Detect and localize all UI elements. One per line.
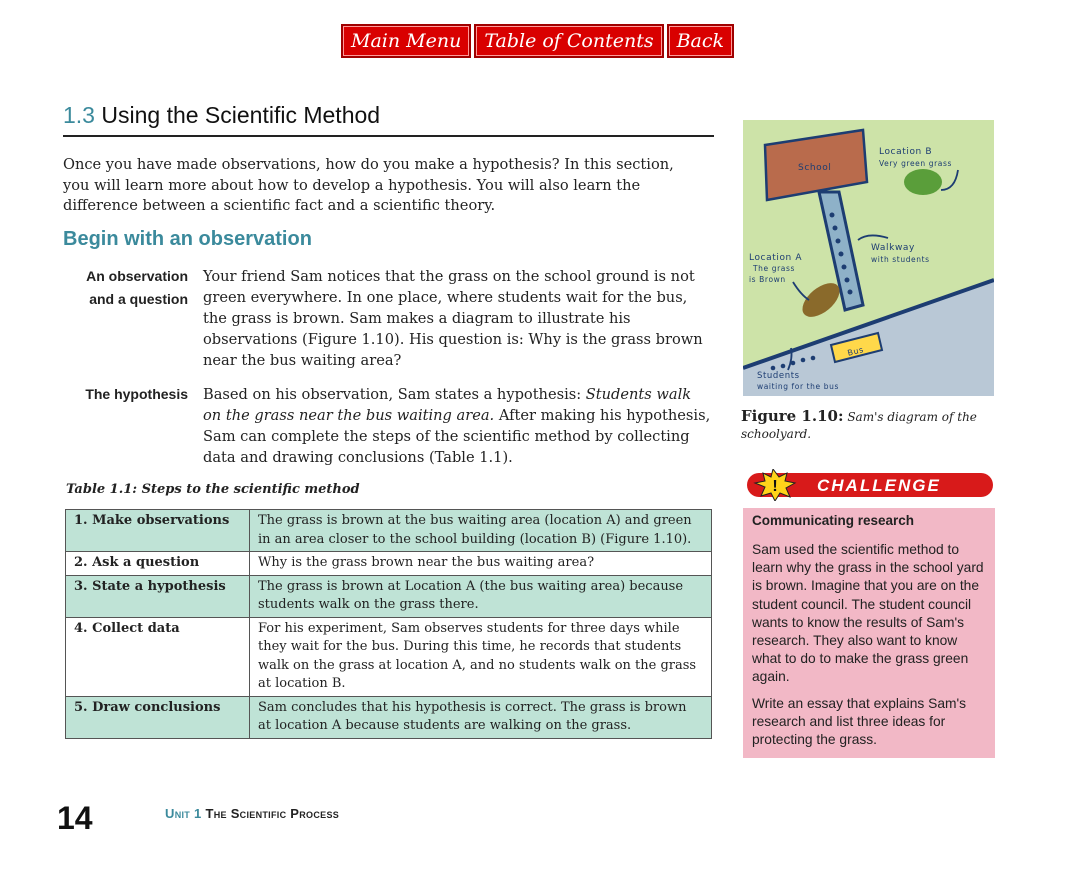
table-row	[66, 552, 712, 576]
table-of-contents-button[interactable]: Table of Contents	[474, 24, 663, 58]
top-nav	[341, 24, 734, 58]
schoolyard-diagram-svg	[743, 120, 994, 396]
label-students: Students	[757, 371, 800, 381]
table-row	[66, 617, 712, 696]
step-cell: 1. Make observations	[66, 510, 250, 552]
hypothesis-paragraph	[203, 384, 713, 468]
hypothesis-text-after: After making his hypothesis, Sam can complete the steps of the scientific method by collecting data and drawing conclusions (Table 1.1).	[203, 407, 711, 466]
observation-label-line2: and a question	[89, 291, 188, 307]
figure-caption-label: Figure 1.10:	[741, 407, 844, 425]
steps-table	[65, 509, 712, 739]
table-caption: Table 1.1: Steps to the scientific method	[66, 482, 360, 497]
challenge-paragraph-2: Write an essay that explains Sam's research and list three ideas for protecting the grass.	[752, 696, 967, 748]
label-waiting: waiting for the bus	[757, 382, 839, 391]
label-location-b: Location B	[879, 147, 933, 157]
observation-paragraph: Your friend Sam notices that the grass on the school ground is not green everywhere. In one place, where students wait for the bus, the grass is brown. Sam makes a diagram to illustrate his observations (Figure 1.10). His question is: Why is the grass brown near the bus waiting area?	[203, 268, 703, 369]
subheading: Begin with an observation	[63, 228, 312, 250]
table-row	[66, 510, 712, 552]
desc-cell: The grass is brown at the bus waiting area (location A) and green in an area closer to the school building (location B) (Figure 1.10).	[250, 510, 712, 552]
step-cell: 2. Ask a question	[66, 552, 250, 576]
footer-unit: Unit 1	[165, 806, 202, 821]
challenge-title: Communicating research	[752, 513, 915, 528]
back-button[interactable]: Back	[667, 24, 734, 58]
label-school: School	[798, 163, 832, 173]
desc-cell: For his experiment, Sam observes students for three days while they wait for the bus. During this time, he records that students walk on the grass at location A, and no students walk on the grass at location B.	[250, 617, 712, 696]
label-location-a: Location A	[749, 253, 803, 263]
section-title-text: Using the Scientific Method	[101, 102, 381, 128]
observation-label-line1: An observation	[86, 268, 188, 284]
desc-cell: Sam concludes that his hypothesis is correct. The grass is brown at location A because students are walking on the grass.	[250, 696, 712, 738]
table-row	[66, 696, 712, 738]
footer-title: The Scientific Process	[205, 806, 340, 821]
challenge-banner-text: CHALLENGE	[817, 476, 941, 495]
figure-caption	[741, 408, 993, 443]
step-cell: 4. Collect data	[66, 617, 250, 696]
challenge-paragraph-1: Sam used the scientific method to learn why the grass in the school yard is brown. Imagine that you are on the student council. The student council wants to know the results of Sam's research. They also want to know what to do to make the grass green again.	[752, 542, 984, 685]
challenge-banner-svg	[743, 469, 994, 501]
challenge-banner	[743, 469, 994, 501]
desc-cell: The grass is brown at Location A (the bus waiting area) because students walk on the grass there.	[250, 575, 712, 617]
running-footer	[165, 806, 339, 821]
figure-caption-text: Sam's diagram of the schoolyard.	[741, 410, 977, 441]
exclamation-icon: !	[772, 478, 778, 495]
label-the-grass: The grass	[753, 264, 795, 273]
page-number: 14	[57, 800, 93, 836]
main-menu-button[interactable]: Main Menu	[341, 24, 471, 58]
label-very-green: Very green grass	[879, 159, 952, 168]
desc-cell: Why is the grass brown near the bus waiting area?	[250, 552, 712, 576]
label-walkway: Walkway	[871, 243, 915, 253]
observation-label	[63, 265, 188, 311]
hypothesis-text-italic: Students walk on the grass near the bus waiting area.	[203, 386, 692, 424]
step-cell: 5. Draw conclusions	[66, 696, 250, 738]
section-number: 1.3	[63, 102, 95, 128]
section-title	[63, 102, 714, 137]
hypothesis-label: The hypothesis	[85, 386, 188, 402]
green-grass	[904, 169, 942, 195]
intro-paragraph: Once you have made observations, how do you make a hypothesis? In this section, you will learn more about how to develop a hypothesis. You will also learn the difference between a scientific fact and a scientific theory.	[63, 156, 674, 214]
label-bus: Bus	[846, 345, 865, 358]
schoolyard-diagram	[743, 120, 994, 396]
hypothesis-text-before: Based on his observation, Sam states a hypothesis:	[203, 386, 586, 403]
label-is-brown: is Brown	[749, 275, 786, 284]
label-with-students: with students	[871, 255, 930, 264]
step-cell: 3. State a hypothesis	[66, 575, 250, 617]
table-row	[66, 575, 712, 617]
